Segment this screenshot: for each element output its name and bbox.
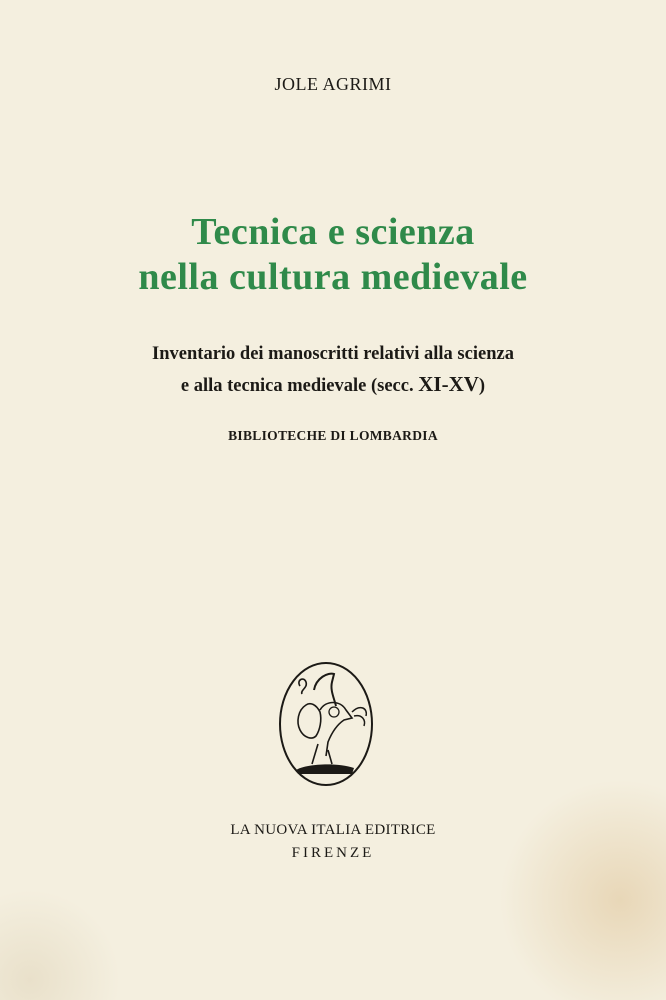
publisher-emblem-icon <box>276 660 376 788</box>
title-text: Tecnica e scienza <box>191 211 475 253</box>
subtitle-line-1: Inventario dei manoscritti relativi alla scienza <box>152 344 514 364</box>
subtitle-prefix: e alla tecnica medievale (secc. <box>180 376 419 396</box>
publisher-city: FIRENZE <box>291 845 375 861</box>
title-line-1 <box>0 210 666 254</box>
subtitle-suffix: ) <box>478 376 486 396</box>
author-name: JOLE AGRIMI <box>274 74 392 94</box>
subtitle-century: XI-XV <box>418 372 479 396</box>
subtitle-line-2 <box>0 372 666 397</box>
publisher-name: LA NUOVA ITALIA EDITRICE <box>230 822 436 838</box>
series-name: BIBLIOTECHE DI LOMBARDIA <box>228 428 438 443</box>
title-line-2 <box>0 255 666 299</box>
title-text: nella cultura medievale <box>138 256 528 298</box>
